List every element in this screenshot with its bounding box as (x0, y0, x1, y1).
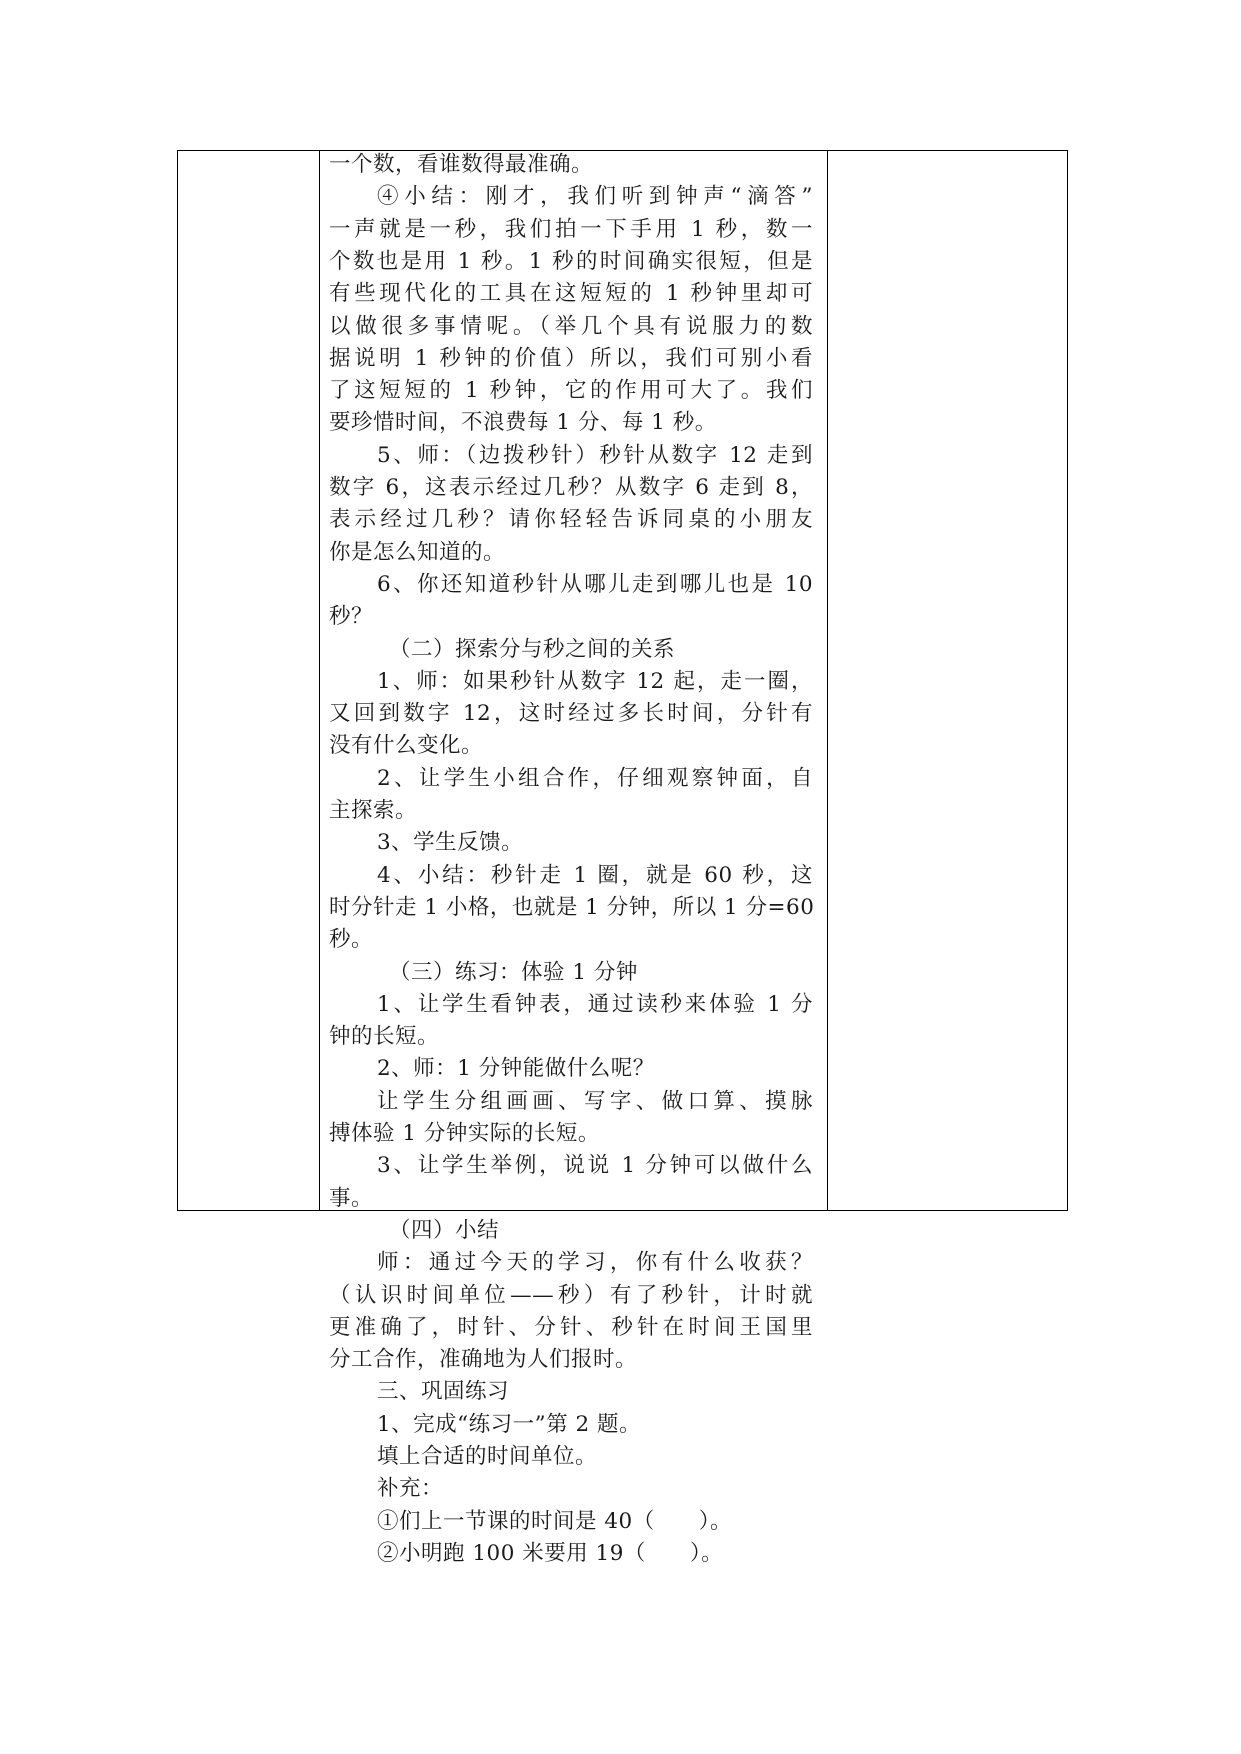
text-line: 没有什么变化。 (329, 733, 484, 759)
text-line: 填上合适的时间单位。 (377, 1444, 598, 1469)
text-line: （四）小结 (389, 1217, 500, 1243)
text-line: 3、学生反馈。 (377, 830, 524, 856)
text-line: 搏体验 1 分钟实际的长短。 (329, 1121, 600, 1146)
text-line: 1、完成“练习一”第 2 题。 (377, 1411, 642, 1437)
text-line: 据说明 1 秒钟的价值）所以，我们可别小看 (329, 345, 813, 371)
text-line: 2、让学生小组合作，仔细观察钟面，自 (377, 765, 813, 791)
text-line: 4、小结：秒针走 1 圈，就是 60 秒，这 (377, 862, 813, 888)
text-line: 6、你还知道秒针从哪儿走到哪儿也是 10 (377, 571, 813, 597)
text-line: 又回到数字 12，这时经过多长时间，分针有 (329, 701, 813, 727)
text-line: 2、师：1 分钟能做什么呢？ (377, 1056, 655, 1082)
text-line: 数字 6，这表示经过几秒？从数字 6 走到 8， (329, 475, 813, 500)
text-line: 1、师：如果秒针从数字 12 起，走一圈， (377, 668, 813, 694)
text-line: 秒。 (329, 927, 374, 953)
text-line: （认识时间单位——秒）有了秒针，计时就 (329, 1282, 813, 1308)
text-line: 有些现代化的工具在这短短的 1 秒钟里却可 (329, 281, 813, 307)
text-line: 补充： (377, 1476, 444, 1502)
text-line: 要珍惜时间，不浪费每 1 分、每 1 秒。 (329, 410, 717, 436)
text-line: 表示经过几秒？请你轻轻告诉同桌的小朋友 (329, 507, 813, 533)
lesson-plan-table (177, 150, 1068, 1566)
text-line: 了这短短的 1 秒钟，它的作用可大了。我们 (329, 378, 813, 404)
text-line: 主探索。 (329, 798, 418, 823)
text-line: 时分针走 1 小格，也就是 1 分钟，所以 1 分=60 (329, 894, 815, 920)
text-line: 5、师：（边拨秒针）秒针从数字 12 走到 (377, 442, 813, 468)
text-line: 事。 (329, 1185, 374, 1211)
text-line: 你是怎么知道的。 (329, 539, 506, 565)
text-line: ①们上一节课的时间是 40（ ）。 (377, 1508, 732, 1534)
table-left-column (178, 151, 320, 1210)
text-line: 秒？ (329, 604, 374, 630)
text-line: （三）练习：体验 1 分钟 (389, 959, 638, 985)
text-line: 以做很多事情呢。（举几个具有说服力的数 (329, 313, 813, 339)
text-line: 个数也是用 1 秒。1 秒的时间确实很短，但是 (329, 248, 813, 274)
text-line: 一声就是一秒，我们拍一下手用 1 秒，数一 (329, 216, 813, 242)
text-line: ④小结：刚才，我们听到钟声“滴答” (377, 184, 813, 210)
text-line: 师：通过今天的学习，你有什么收获？ (377, 1250, 813, 1276)
table-right-column (828, 151, 1067, 1210)
text-line: 三、巩固练习 (377, 1379, 510, 1405)
text-line: 让学生分组画画、写字、做口算、摸脉 (377, 1088, 813, 1114)
text-line: 分工合作，准确地为人们报时。 (329, 1347, 638, 1373)
text-line: 钟的长短。 (329, 1024, 440, 1050)
text-line: 一个数，看谁数得最准确。 (329, 152, 594, 177)
text-line: （二）探索分与秒之间的关系 (389, 636, 676, 662)
text-line: 1、让学生看钟表，通过读秒来体验 1 分 (377, 991, 813, 1017)
text-line: 3、让学生举例，说说 1 分钟可以做什么 (377, 1153, 813, 1179)
text-line: 更准确了，时针、分针、秒针在时间王国里 (329, 1314, 813, 1340)
text-line: ②小明跑 100 米要用 19（ ）。 (377, 1540, 724, 1566)
